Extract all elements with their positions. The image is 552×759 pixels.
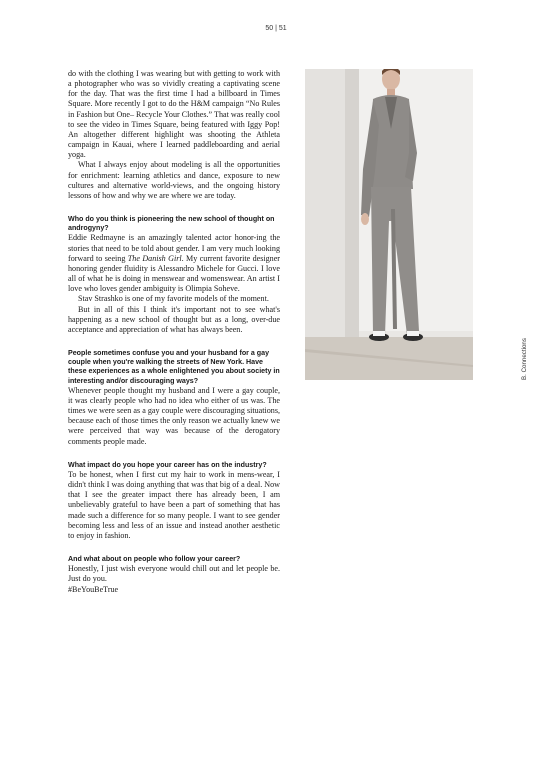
- answer-paragraph: But in all of this I think it's important not to see what's happening as a new school of thought but as a long, over-due acceptance and appreciation of what has always been.: [68, 304, 280, 334]
- intro-paragraph: do with the clothing I was wearing but with getting to work with a photographer who was so vividly creating a captivating scene for the day. That was the first time I had a billboard in Times Square. More recently I got to do the H&M campaign “No Rules in Fashion but One– Recycle Your Clothes.” That was really cool to see the video in Times Square, being featured with Iggy Pop! An altogether different highlight was shooting the Athleta campaign in Kauai, where I learned paddleboarding and aerial yoga.: [68, 69, 280, 160]
- question-heading: People sometimes confuse you and your husband for a gay couple when you're walking the streets of New York. Have these experiences as a whole enlightened you about society in interesting and/or discouraging ways?: [68, 349, 280, 385]
- film-title: The Danish Girl: [127, 253, 182, 263]
- question-heading: What impact do you hope your career has on the industry?: [68, 460, 267, 469]
- answer-text: . My current favorite designer honoring gender fluidity is Alessandro Michele for Gucci. I love all of what he is doing in menswear and womenswear. An artist I love who loves gender ambiguity is Olimpia Soheve.: [68, 253, 280, 294]
- answer-paragraph: [68, 233, 280, 294]
- article-column: [68, 69, 280, 595]
- answer-paragraph: Honestly, I just wish everyone would chill out and let people be. Just do you.: [68, 564, 280, 584]
- hashtag: #BeYouBeTrue: [68, 584, 119, 594]
- answer-paragraph: Stav Strashko is one of my favorite models of the moment.: [78, 294, 269, 304]
- section-label: B. Connections: [521, 338, 528, 380]
- answer-text: Eddie Redmayne is an amazingly talented actor honor-ing the stories that need to be told about gender. I am very much looking forward to seeing: [68, 233, 280, 263]
- question-heading: Who do you think is pioneering the new school of thought on androgyny?: [68, 215, 275, 233]
- portrait-illustration: [305, 69, 473, 380]
- page-numbers: 50 | 51: [265, 25, 287, 32]
- answer-paragraph: To be honest, when I first cut my hair to work in mens-wear, I didn't think I was doing anything that was that big of a deal. Now that I see the greater impact there has already been, I am unbelievably grateful to have been a part of something that has made such a difference for so many people. I want to see gender becoming less and less of an issue and instead another aesthetic to enjoy in fashion.: [68, 469, 280, 540]
- answer-paragraph: Whenever people thought my husband and I were a gay couple, it was clearly people who had no idea who either of us was. The times we were seen as a gay couple were discouraging situations, because each of those times the only reason we actually knew we were perceived that way was because of the derogatory comments people made.: [68, 385, 280, 446]
- intro-paragraph: What I always enjoy about modeling is all the opportunities for enrichment: learning athletics and dance, exposure to new cultures and alternative world-views, and the ongoing history lessons of how and why we are where we are today.: [68, 160, 280, 200]
- portrait-photo: [305, 69, 473, 380]
- question-heading: And what about on people who follow your career?: [68, 555, 241, 564]
